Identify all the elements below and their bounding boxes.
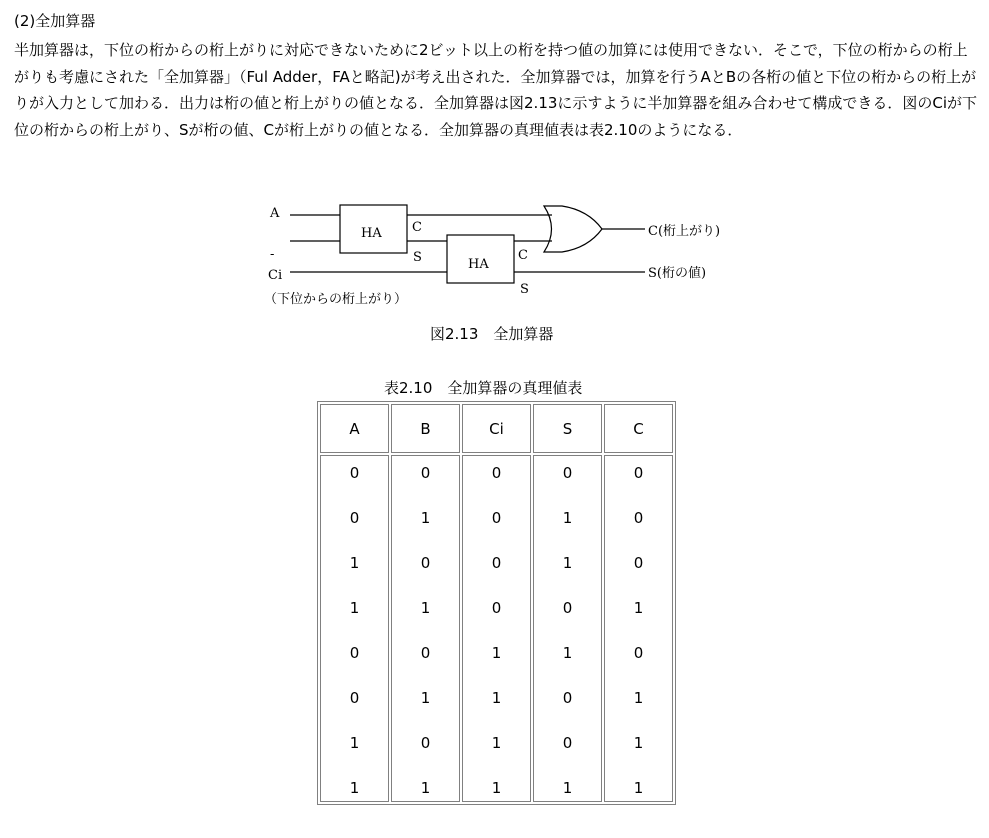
cell: 1 <box>349 554 360 572</box>
cell: 0 <box>349 464 360 482</box>
header-c: C <box>604 404 673 453</box>
section-heading: (2)全加算器 <box>14 12 96 30</box>
cell: 0 <box>420 464 431 482</box>
cell: 0 <box>420 734 431 752</box>
label-ha2-c: C <box>518 248 528 263</box>
truth-table <box>317 401 676 805</box>
table-row-cells <box>604 455 673 802</box>
cell: 0 <box>349 509 360 527</box>
label-output-c: C(桁上がり) <box>648 224 721 239</box>
cell: 1 <box>633 734 644 752</box>
cell: 1 <box>420 779 431 797</box>
cell: 1 <box>562 509 573 527</box>
label-a: A <box>270 206 280 221</box>
cell: 1 <box>633 599 644 617</box>
cell: 0 <box>562 464 573 482</box>
label-output-s: S(桁の値) <box>648 266 707 281</box>
cell: 0 <box>633 644 644 662</box>
cell: 0 <box>562 689 573 707</box>
header-ci: Ci <box>462 404 531 453</box>
header-s: S <box>533 404 602 453</box>
cell: 0 <box>349 644 360 662</box>
cell: 0 <box>491 509 502 527</box>
label-ha2-s: S <box>520 282 529 297</box>
cell: 0 <box>491 464 502 482</box>
cell: 0 <box>349 689 360 707</box>
cell: 1 <box>633 689 644 707</box>
cell: 0 <box>562 734 573 752</box>
cell: 1 <box>491 689 502 707</box>
cell: 1 <box>491 779 502 797</box>
cell: 1 <box>633 779 644 797</box>
cell: 1 <box>349 779 360 797</box>
cell: 1 <box>420 689 431 707</box>
table-row-cells <box>391 455 460 802</box>
circuit-svg <box>262 200 732 310</box>
cell: 1 <box>349 599 360 617</box>
cell: 0 <box>633 554 644 572</box>
label-ci-note: （下位からの桁上がり） <box>264 292 408 307</box>
cell: 0 <box>562 599 573 617</box>
cell: 0 <box>420 554 431 572</box>
cell: 0 <box>491 554 502 572</box>
full-adder-diagram <box>262 200 732 314</box>
cell: 0 <box>420 644 431 662</box>
cell: 1 <box>491 644 502 662</box>
table-row-cells <box>462 455 531 802</box>
label-ha1: HA <box>361 226 382 241</box>
cell: 1 <box>420 509 431 527</box>
label-ha2: HA <box>468 257 489 272</box>
cell: 0 <box>633 464 644 482</box>
label-ci: Ci <box>268 268 283 283</box>
table-row-cells <box>320 455 389 802</box>
cell: 1 <box>562 779 573 797</box>
header-b: B <box>391 404 460 453</box>
table-row-cells <box>533 455 602 802</box>
header-a: A <box>320 404 389 453</box>
cell: 1 <box>562 554 573 572</box>
label-ha1-c: C <box>412 220 422 235</box>
cell: 1 <box>562 644 573 662</box>
cell: 0 <box>633 509 644 527</box>
description-paragraph: 半加算器は，下位の桁からの桁上がりに対応できないために2ビット以上の桁を持つ値の加算には使用できない．そこで，下位の桁からの桁上がりも考慮にされた「全加算器」（Ful Adder，FAと略記)が考え出された．全加算器では，加算を行うAとBの各桁の値と下位の桁からの桁上がりが入力として加わる．出力は桁の値と桁上がりの値となる．全加算器は図2.13に示すように半加算器を組み合わせて構成できる．図のCiが下位の桁からの桁上がり、Sが桁の値、Cが桁上がりの値となる．全加算器の真理値表は表2.10のようになる． <box>14 41 978 139</box>
cell: 0 <box>491 599 502 617</box>
table-caption: 表2.10 全加算器の真理値表 <box>384 379 583 397</box>
cell: 1 <box>491 734 502 752</box>
figure-caption: 図2.13 全加算器 <box>430 325 554 343</box>
cell: 1 <box>420 599 431 617</box>
or-gate <box>544 206 602 252</box>
table-header-row <box>320 404 673 453</box>
label-ha1-s: S <box>413 250 422 265</box>
cell: 1 <box>349 734 360 752</box>
label-b: - <box>270 247 275 262</box>
